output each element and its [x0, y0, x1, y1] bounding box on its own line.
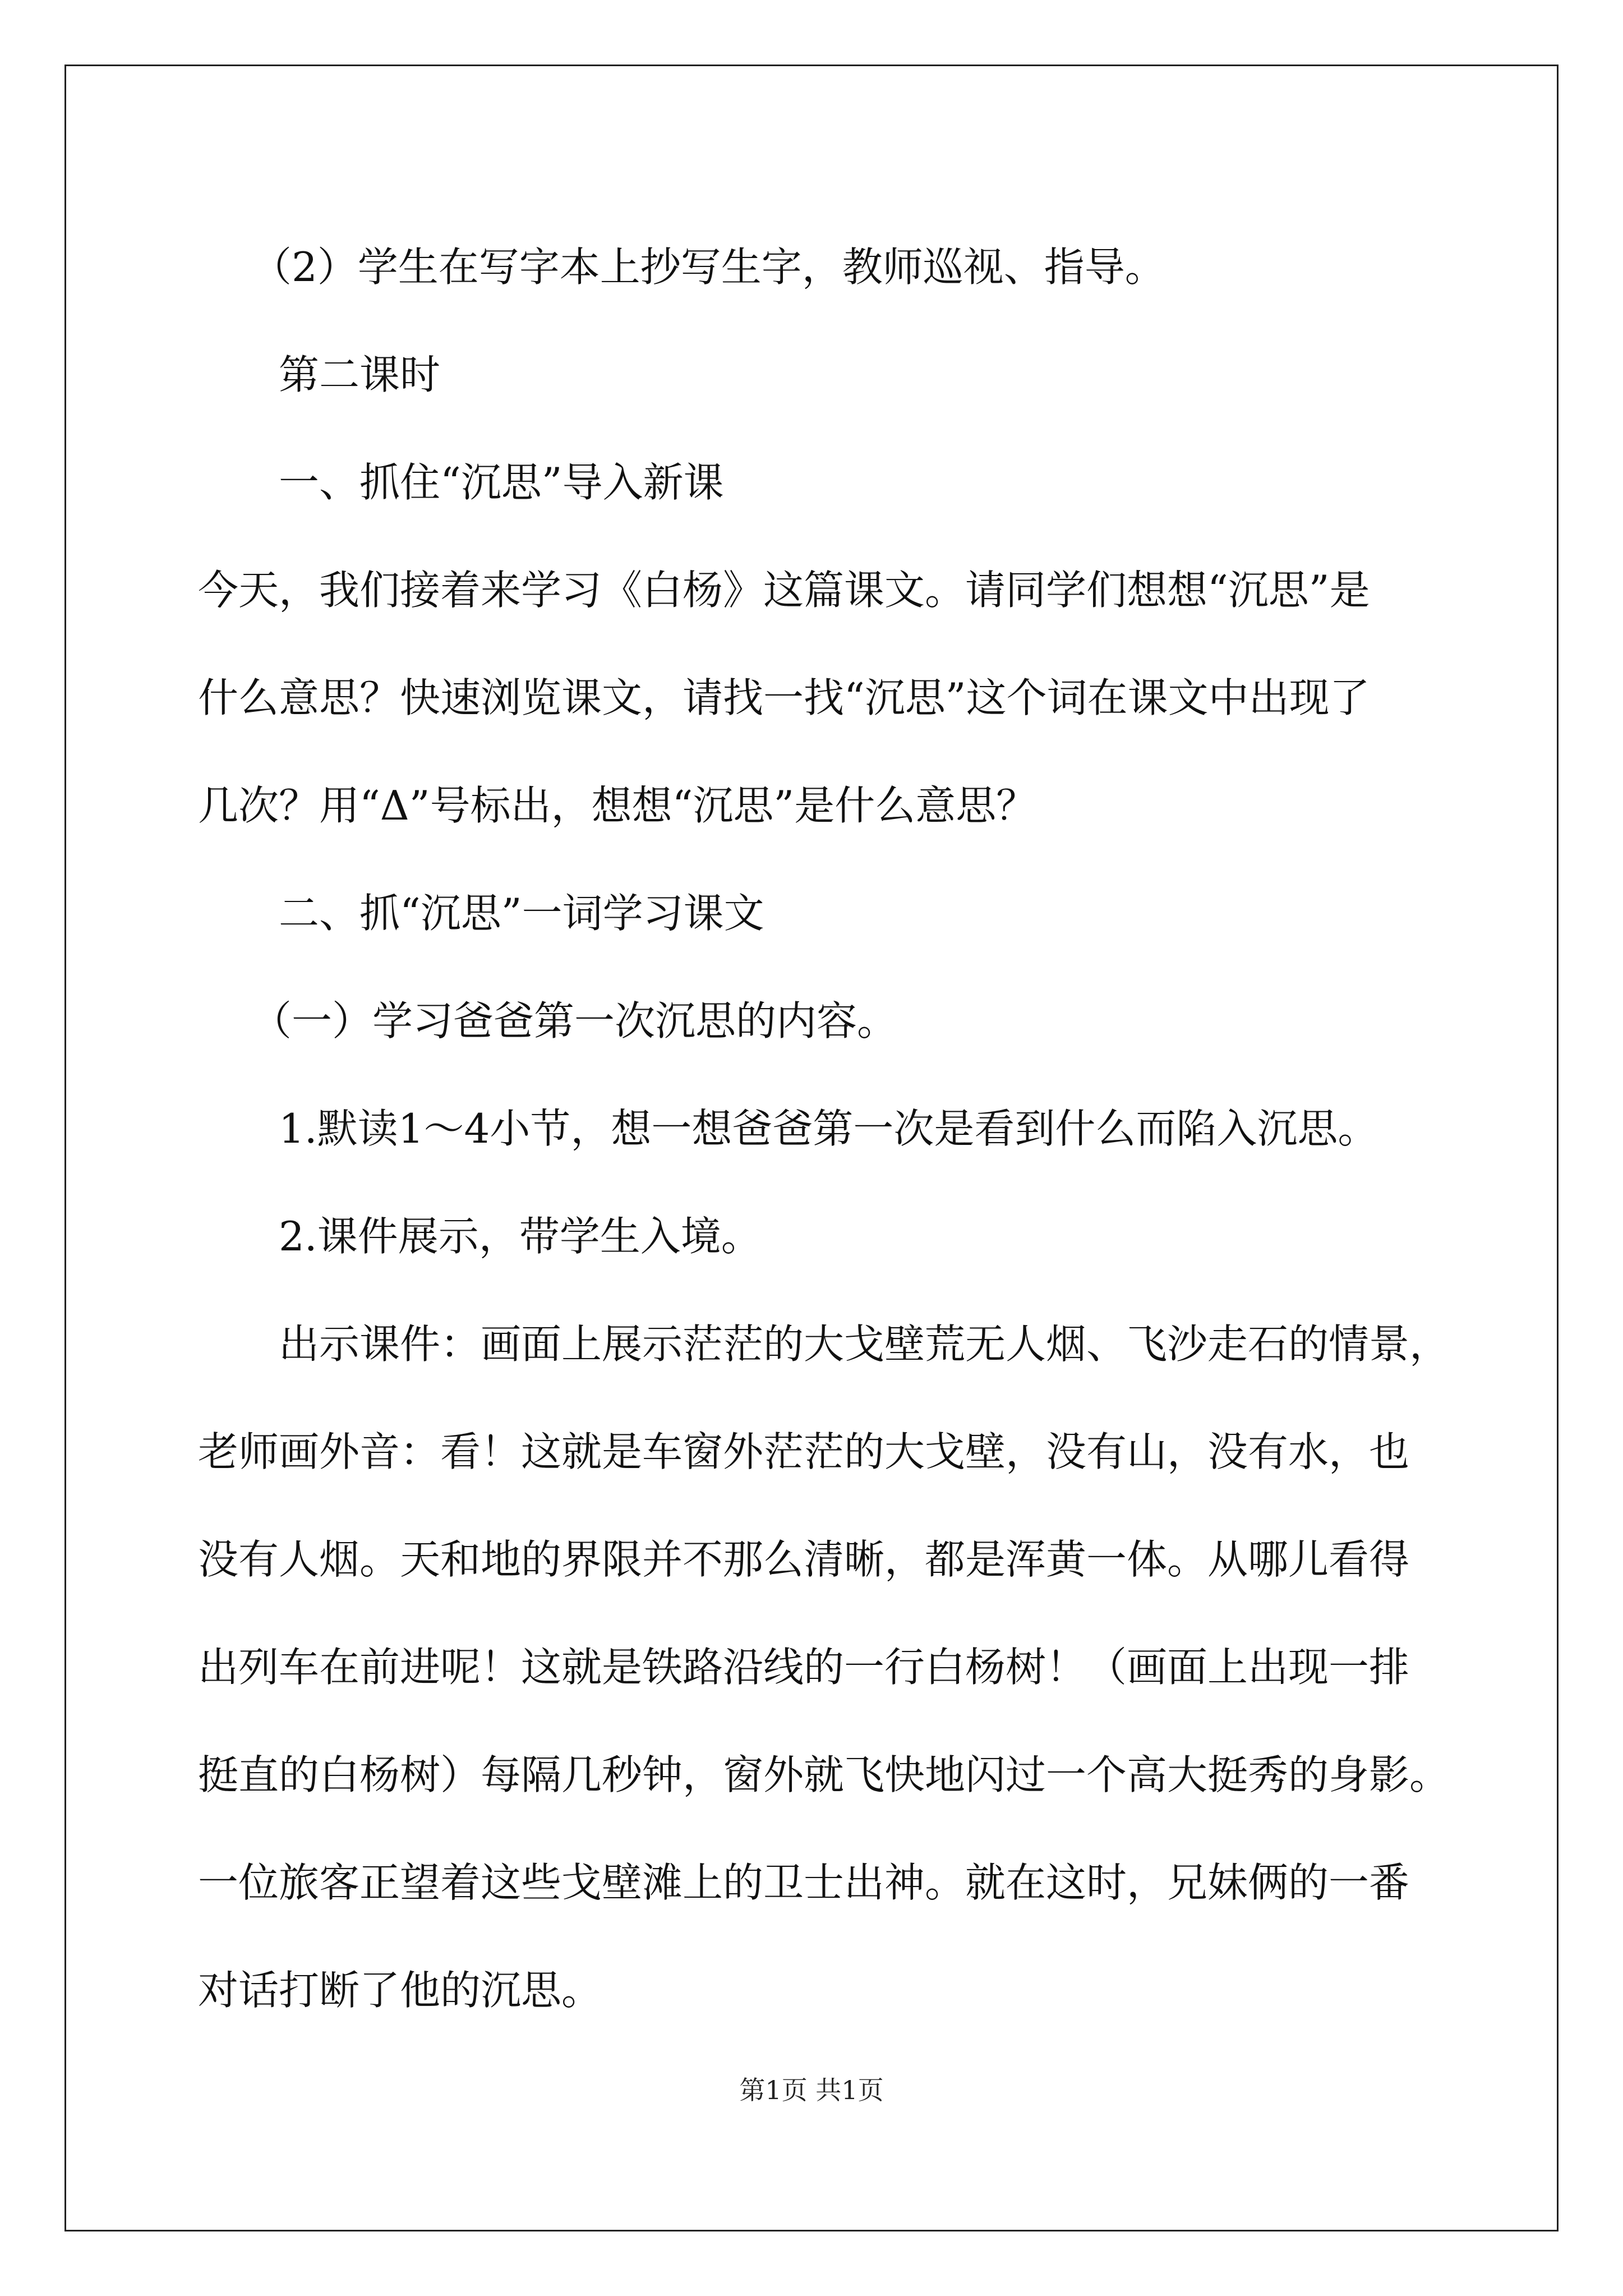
heading-introduce-new-lesson — [198, 429, 1446, 536]
subheading-first-contemplation — [198, 967, 1446, 1075]
text-line: 挺直的白杨树）每隔几秒钟，窗外就飞快地闪过一个高大挺秀的身影。 — [198, 1751, 1450, 1798]
step-silent-reading — [198, 1075, 1446, 1182]
text-line: 今天，我们接着来学习《白杨》这篇课文。请同学们想想“沉思”是 — [198, 567, 1370, 614]
text-line: 老师画外音：看！这就是车窗外茫茫的大戈壁，没有山，没有水，也 — [198, 1428, 1410, 1475]
text-line: 对话打断了他的沉思。 — [198, 1967, 602, 2014]
text-line: 2.课件展示，带学生入境。 — [279, 1213, 762, 1260]
text-line: （一）学习爸爸第一次沉思的内容。 — [251, 997, 898, 1045]
section-heading-second-lesson — [198, 321, 1446, 429]
text-line: 1.默读1～4小节，想一想爸爸第一次是看到什么而陷入沉思。 — [279, 1105, 1378, 1152]
text-line: 一位旅客正望着这些戈壁滩上的卫士出神。就在这时，兄妹俩的一番 — [198, 1859, 1410, 1906]
paragraph-courseware-scene — [198, 1290, 1450, 2044]
text-line: 没有人烟。天和地的界限并不那么清晰，都是浑黄一体。从哪儿看得 — [198, 1536, 1410, 1583]
text-line: 出示课件：画面上展示茫茫的大戈壁荒无人烟、飞沙走石的情景， — [279, 1320, 1450, 1368]
text-line: 什么意思？快速浏览课文，请找一找“沉思”这个词在课文中出现了 — [198, 674, 1370, 721]
text-line: 第二课时 — [279, 351, 441, 398]
text-line: 出列车在前进呢！这就是铁路沿线的一行白杨树！（画面上出现一排 — [198, 1644, 1410, 1691]
text-line: 一、抓住“沉思”导入新课 — [279, 459, 724, 506]
heading-study-text — [198, 859, 1446, 967]
text-line: （2）学生在写字本上抄写生字，教师巡视、指导。 — [251, 243, 1165, 291]
paragraph-copy-characters — [198, 213, 1446, 321]
page-number-footer: 第1页 共1页 — [739, 2075, 884, 2105]
paragraph-introduction — [198, 536, 1446, 859]
text-line: 二、抓“沉思”一词学习课文 — [279, 890, 764, 937]
step-courseware-display — [198, 1182, 1446, 1290]
document-body — [198, 213, 1450, 2044]
text-line: 几次？用“Δ”号标出，想想“沉思”是什么意思？ — [198, 782, 1037, 829]
